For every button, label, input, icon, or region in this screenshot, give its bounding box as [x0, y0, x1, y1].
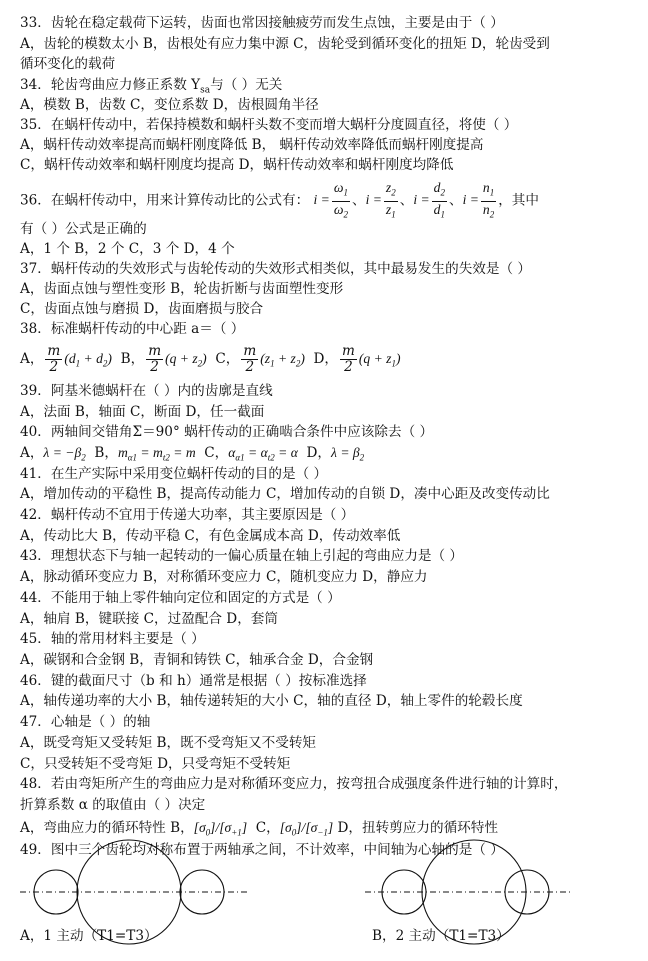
q48-options: A，弯曲应力的循环特性 B，$[\sigma_0]/[\sigma_{+1}]$ C，$[\sigma_0]/[\sigma_{-1}]$ D，扭转剪应力的循环特性: [20, 820, 498, 838]
q40-options: A，$\lambda = -\beta_2$ B，$m_{\alpha 1} = m_{t2} = m$ C，$\alpha_{\alpha 1} = \alpha_{t2} = \alpha$ D，$\lambda = \beta_2$: [20, 445, 365, 463]
q34-stem-b: 与（ ）无关: [210, 77, 283, 93]
q46-options: A，轴传递功率的大小 B，轴传递转矩的大小 C，轴的直径 D，轴上零件的轮毂长度: [20, 693, 523, 709]
q37-stem: 37．蜗杆传动的失效形式与齿轮传动的失效形式相类似，其中最易发生的失效是（ ）: [20, 261, 531, 277]
q43-options: A，脉动循环变应力 B，对称循环变应力 C，随机变应力 D，静应力: [20, 569, 428, 585]
q47-options-line2: C，只受转矩不受弯矩 D，只受弯矩不受转矩: [20, 756, 291, 772]
q49-figure-b-label: B，2 主动（T1=T3）: [372, 928, 510, 944]
q36-formula-4: i = $\frac{n_1}{n_2}$: [462, 180, 495, 220]
q33-options-line1: A，齿轮的模数太小 B，齿根处有应力集中源 C，齿轮受到循环变化的扭矩 D，轮齿受到: [20, 36, 550, 52]
q44-options: A，轴肩 B，键联接 C，过盈配合 D，套筒: [20, 611, 278, 627]
q34-options: A，模数 B，齿数 C，变位系数 D，齿根圆角半径: [20, 97, 319, 113]
q36-stem-text: 36．在蜗杆传动中，用来计算传动比的公式有：: [20, 192, 310, 209]
q35-options-line2: C，蜗杆传动效率和蜗杆刚度均提高 D，蜗杆传动效率和蜗杆刚度均降低: [20, 157, 454, 173]
gear-1-circle: [34, 870, 78, 914]
q42-stem: 42．蜗杆传动不宜用于传递大功率，其主要原因是（ ）: [20, 507, 355, 523]
q49-stem: 49．图中三个齿轮均对称布置于两轴承之间，不计效率，中间轴为心轴的是（ ）: [20, 842, 504, 858]
q36-cont: 有（ ）公式是正确的: [20, 221, 147, 237]
q36-stem: 36．在蜗杆传动中，用来计算传动比的公式有： i = $\frac{\omega_1}{\omega_2}$ 、i = $\frac{z_2}{z_1}$ 、i = $\frac{d_2}{d_1}$ 、i = $\frac{n_1}{n_2}$ ，其中: [20, 180, 539, 220]
q33-options-line2: 循环变化的载荷: [20, 56, 116, 72]
q48-stem: 48．若由弯矩所产生的弯曲应力是对称循环变应力，按弯扭合成强度条件进行轴的计算时，: [20, 776, 568, 792]
q41-stem: 41．在生产实际中采用变位蜗杆传动的目的是（ ）: [20, 466, 328, 482]
q33-stem: 33．齿轮在稳定载荷下运转，齿面也常因接触疲劳而发生点蚀，主要是由于（ ）: [20, 15, 504, 31]
q38-stem: 38．标准蜗杆传动的中心距 a＝（ ）: [20, 321, 245, 337]
q35-stem: 35．在蜗杆传动中，若保持模数和蜗杆头数不变而增大蜗杆分度圆直径，将使（ ）: [20, 117, 518, 133]
q34-stem-a: 34．轮齿弯曲应力修正系数 Y: [20, 77, 201, 93]
q43-stem: 43．理想状态下与轴一起转动的一偏心质量在轴上引起的弯曲应力是（ ）: [20, 548, 464, 564]
q45-stem: 45．轴的常用材料主要是（ ）: [20, 631, 205, 647]
q48-cont: 折算系数 α 的取值由（ ）决定: [20, 797, 206, 813]
q36-formula-3: i = $\frac{d_2}{d_1}$: [413, 180, 445, 220]
q41-options: A，增加传动的平稳性 B，提高传动能力 C，增加传动的自锁 D，凑中心距及改变传动比: [20, 486, 550, 502]
q38-options: A， $\frac{m}{2}$ $(d_1 + d_2)$ B， $\frac{m}{2}$ $(q + z_2)$ C， $\frac{m}{2}$ $(z_1 + z_2)$ D， $\frac{m}{2}$ $(q + z_1)$: [20, 343, 401, 375]
q36-tail: ，其中: [498, 192, 539, 209]
q48-opt-c-math: $[\sigma_0]/[\sigma_{-1}]$: [279, 820, 334, 838]
q40-stem: 40．两轴间交错角Σ＝90° 蜗杆传动的正确啮合条件中应该除去（ ）: [20, 424, 434, 440]
q48-opt-a: A，弯曲应力的循环特性 B，: [20, 820, 194, 836]
q37-options-line1: A，齿面点蚀与塑性变形 B，轮齿折断与齿面塑性变形: [20, 281, 344, 297]
q36-formula-2: i = $\frac{z_2}{z_1}$: [365, 180, 396, 220]
q42-options: A，传动比大 B，传动平稳 C，有色金属成本高 D，传动效率低: [20, 528, 401, 544]
q35-options-line1: A，蜗杆传动效率提高而蜗杆刚度降低 B， 蜗杆传动效率降低而蜗杆刚度提高: [20, 137, 484, 153]
q39-options: A，法面 B，轴面 C，断面 D，任一截面: [20, 404, 265, 420]
q47-options-line1: A，既受弯矩又受转矩 B，既不受弯矩又不受转矩: [20, 735, 317, 751]
q34-stem-sub: sa: [200, 85, 211, 96]
q39-stem: 39．阿基米德蜗杆在（ ）内的齿廓是直线: [20, 383, 273, 399]
q47-stem: 47．心轴是（ ）的轴: [20, 714, 151, 730]
q36-formula-1: i = $\frac{\omega_1}{\omega_2}$: [313, 180, 348, 220]
q36-options: A，1 个 B，2 个 C，3 个 D，4 个: [20, 241, 235, 257]
q46-stem: 46．键的截面尺寸（b 和 h）通常是根据（ ）按标准选择: [20, 673, 367, 689]
q49-figure-a-label: A，1 主动（T1=T3）: [20, 928, 158, 944]
q45-options: A，碳钢和合金钢 B，青铜和铸铁 C，轴承合金 D，合金钢: [20, 652, 374, 668]
q37-options-line2: C，齿面点蚀与磨损 D，齿面磨损与胶合: [20, 301, 264, 317]
q48-opt-d: D，扭转剪应力的循环特性: [333, 820, 498, 836]
q44-stem: 44．不能用于轴上零件轴向定位和固定的方式是（ ）: [20, 590, 341, 606]
q48-opt-b-math: $[\sigma_0]/[\sigma_{+1}]$: [193, 820, 248, 838]
